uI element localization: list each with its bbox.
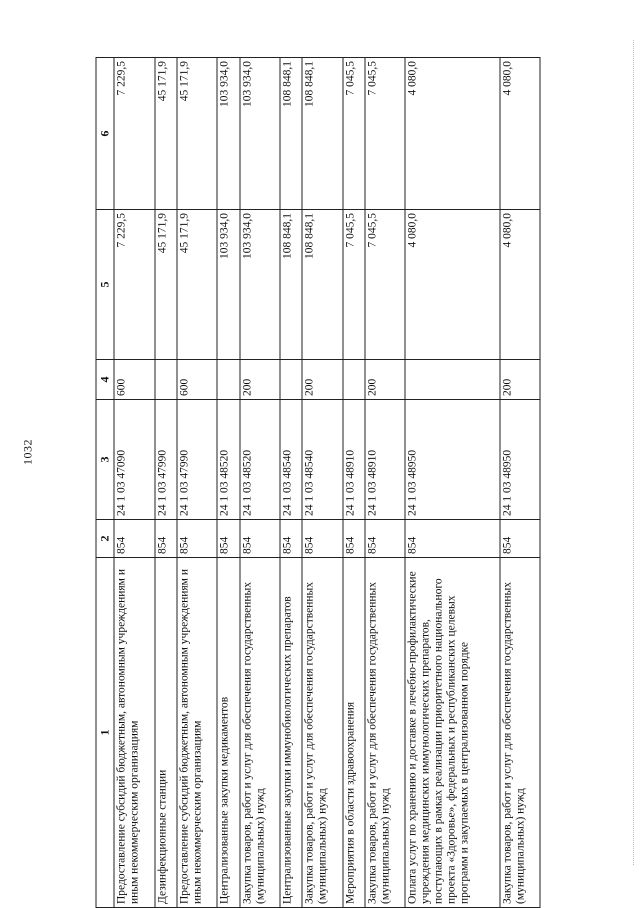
row-amount-2: 108 848,1 xyxy=(280,58,302,210)
row-description: Предоставление субсидий бюджетным, автономным учреждениям и иным некоммерческим организациям xyxy=(114,558,154,908)
row-expense-type xyxy=(280,360,302,400)
table-row xyxy=(343,58,365,908)
row-amount-2: 103 934,0 xyxy=(240,58,280,210)
row-description: Дезинфекционные станции xyxy=(155,558,177,908)
row-expense-type xyxy=(343,360,365,400)
row-ministry-code: 854 xyxy=(302,520,342,558)
row-amount-2: 4 080,0 xyxy=(500,58,540,210)
row-target-code: 24 1 03 48520 xyxy=(217,400,239,520)
table-row xyxy=(365,58,405,908)
row-amount-1: 108 848,1 xyxy=(280,210,302,360)
page-edge-divider xyxy=(633,40,634,865)
row-expense-type xyxy=(155,360,177,400)
page-number: 1032 xyxy=(20,439,35,465)
row-target-code: 24 1 03 48540 xyxy=(302,400,342,520)
row-amount-2: 45 171,9 xyxy=(155,58,177,210)
row-target-code: 24 1 03 48520 xyxy=(240,400,280,520)
row-expense-type: 200 xyxy=(500,360,540,400)
row-description: Закупка товаров, работ и услуг для обеспечения государственных (муниципальных) нужд xyxy=(500,558,540,908)
row-expense-type: 200 xyxy=(240,360,280,400)
row-expense-type: 600 xyxy=(177,360,217,400)
row-expense-type xyxy=(405,360,500,400)
row-description: Закупка товаров, работ и услуг для обеспечения государственных (муниципальных) нужд xyxy=(302,558,342,908)
column-header: 3 xyxy=(96,400,114,520)
row-amount-1: 4 080,0 xyxy=(500,210,540,360)
row-amount-1: 7 045,5 xyxy=(365,210,405,360)
table-row xyxy=(405,58,500,908)
row-amount-2: 103 934,0 xyxy=(217,58,239,210)
row-ministry-code: 854 xyxy=(343,520,365,558)
row-ministry-code: 854 xyxy=(405,520,500,558)
row-amount-1: 45 171,9 xyxy=(155,210,177,360)
row-target-code: 24 1 03 48910 xyxy=(343,400,365,520)
table-row xyxy=(114,58,154,908)
row-target-code: 24 1 03 47990 xyxy=(177,400,217,520)
row-ministry-code: 854 xyxy=(280,520,302,558)
row-target-code: 24 1 03 48540 xyxy=(280,400,302,520)
row-target-code: 24 1 03 47990 xyxy=(155,400,177,520)
row-target-code: 24 1 03 48950 xyxy=(405,400,500,520)
table-header-row xyxy=(96,58,114,908)
table-row xyxy=(280,58,302,908)
row-description: Централизованные закупки медикаментов xyxy=(217,558,239,908)
row-amount-2: 7 045,5 xyxy=(365,58,405,210)
row-amount-1: 108 848,1 xyxy=(302,210,342,360)
row-amount-1: 7 045,5 xyxy=(343,210,365,360)
row-description: Оплата услуг по хранению и доставке в лечебно-профилактические учреждения медицинских иммунологических препаратов, поступающих в рамках реализации приоритетного национального проекта «Здоровье», федеральных и республиканских целевых программ и закупаемых в централизованном порядке xyxy=(405,558,500,908)
row-target-code: 24 1 03 47090 xyxy=(114,400,154,520)
row-description: Предоставление субсидий бюджетным, автономным учреждениям и иным некоммерческим организациям xyxy=(177,558,217,908)
row-amount-2: 7 229,5 xyxy=(114,58,154,210)
row-description: Мероприятия в области здравоохранения xyxy=(343,558,365,908)
row-expense-type xyxy=(217,360,239,400)
row-amount-1: 103 934,0 xyxy=(240,210,280,360)
column-header: 5 xyxy=(96,210,114,360)
row-description: Закупка товаров, работ и услуг для обеспечения государственных (муниципальных) нужд xyxy=(365,558,405,908)
row-amount-1: 4 080,0 xyxy=(405,210,500,360)
column-header: 6 xyxy=(96,58,114,210)
row-ministry-code: 854 xyxy=(365,520,405,558)
row-amount-1: 103 934,0 xyxy=(217,210,239,360)
table-row xyxy=(177,58,217,908)
row-expense-type: 200 xyxy=(302,360,342,400)
row-target-code: 24 1 03 48910 xyxy=(365,400,405,520)
row-description: Закупка товаров, работ и услуг для обеспечения государственных (муниципальных) нужд xyxy=(240,558,280,908)
row-ministry-code: 854 xyxy=(500,520,540,558)
table-row xyxy=(240,58,280,908)
row-ministry-code: 854 xyxy=(240,520,280,558)
row-expense-type: 600 xyxy=(114,360,154,400)
table-row xyxy=(302,58,342,908)
row-amount-2: 45 171,9 xyxy=(177,58,217,210)
row-ministry-code: 854 xyxy=(114,520,154,558)
row-description: Централизованные закупки иммунобиологических препаратов xyxy=(280,558,302,908)
column-header: 2 xyxy=(96,520,114,558)
row-target-code: 24 1 03 48950 xyxy=(500,400,540,520)
row-amount-2: 7 045,5 xyxy=(343,58,365,210)
column-header: 1 xyxy=(96,558,114,908)
row-ministry-code: 854 xyxy=(177,520,217,558)
row-amount-1: 45 171,9 xyxy=(177,210,217,360)
table-row xyxy=(155,58,177,908)
budget-table xyxy=(96,57,541,908)
row-expense-type: 200 xyxy=(365,360,405,400)
row-ministry-code: 854 xyxy=(155,520,177,558)
table-row xyxy=(217,58,239,908)
row-amount-1: 7 229,5 xyxy=(114,210,154,360)
table-row xyxy=(500,58,540,908)
row-amount-2: 4 080,0 xyxy=(405,58,500,210)
row-ministry-code: 854 xyxy=(217,520,239,558)
row-amount-2: 108 848,1 xyxy=(302,58,342,210)
rotated-table-wrapper xyxy=(96,58,541,908)
column-header: 4 xyxy=(96,360,114,400)
